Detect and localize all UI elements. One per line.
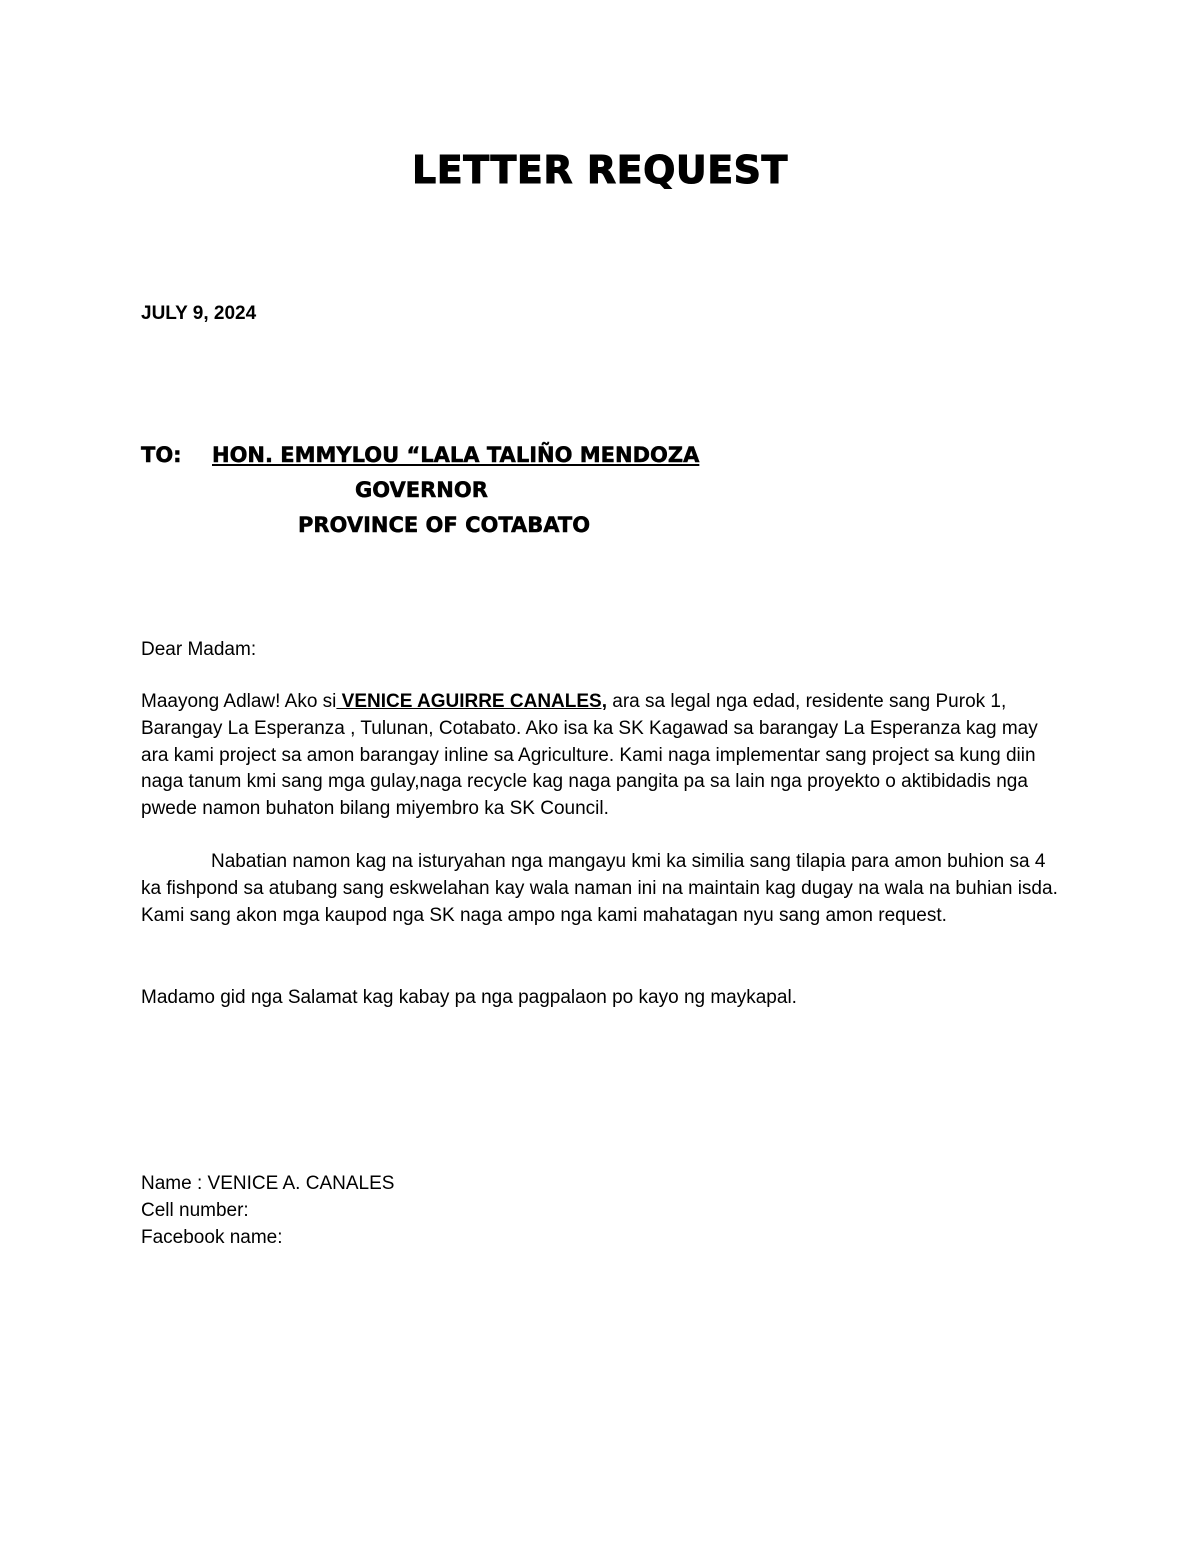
paragraph-2-text: Nabatian namon kag na isturyahan nga mangayu kmi ka similia sang tilapia para amon buhion sa 4 ka fishpond sa atubang sang eskwelahan kay wala naman ini na maintain kag dugay na wala na buhian isda. Kami sang akon mga kaupod nga SK naga ampo nga kami mahatagan nyu sang amon request. bbox=[141, 851, 1058, 926]
paragraph-1-body: ara sa legal nga edad, residente sang Purok 1, Barangay La Esperanza , Tulunan, Cotabato. Ako isa ka SK Kagawad sa barangay La Esperanza kag may ara kami project sa amon barangay inline sa Agriculture. Kami naga implementar sang project sa kung diin naga tanum kmi sang mga gulay,naga recycle kag naga pangita pa sa lain nga proyekto o aktibidadis nga pwede namon buhaton bilang miyembro ka SK Council. bbox=[141, 691, 1038, 820]
paragraph-1-intro: Maayong Adlaw! Ako si bbox=[141, 691, 337, 712]
signature-facebook-name: Facebook name: bbox=[141, 1226, 283, 1248]
signature-cell-number: Cell number: bbox=[141, 1199, 249, 1221]
body-paragraph-1 bbox=[141, 689, 1061, 823]
recipient-position: GOVERNOR bbox=[355, 478, 488, 502]
recipient-block bbox=[141, 438, 699, 543]
signature-name: Name : VENICE A. CANALES bbox=[141, 1173, 395, 1194]
recipient-name-line bbox=[141, 438, 699, 473]
signature-block bbox=[141, 1171, 394, 1251]
recipient-name: HON. EMMYLOU “LALA TALIÑO MENDOZA bbox=[212, 443, 700, 467]
to-label: TO: bbox=[141, 443, 182, 467]
body-paragraph-2 bbox=[141, 849, 1061, 929]
recipient-province: PROVINCE OF COTABATO bbox=[298, 513, 591, 537]
sender-full-name: VENICE AGUIRRE CANALES, bbox=[336, 691, 607, 712]
document-title: LETTER REQUEST bbox=[412, 148, 788, 192]
closing-remark: Madamo gid nga Salamat kag kabay pa nga pagpalaon po kayo ng maykapal. bbox=[141, 987, 797, 1008]
letter-date: JULY 9, 2024 bbox=[141, 303, 257, 324]
greeting: Dear Madam: bbox=[141, 639, 257, 660]
